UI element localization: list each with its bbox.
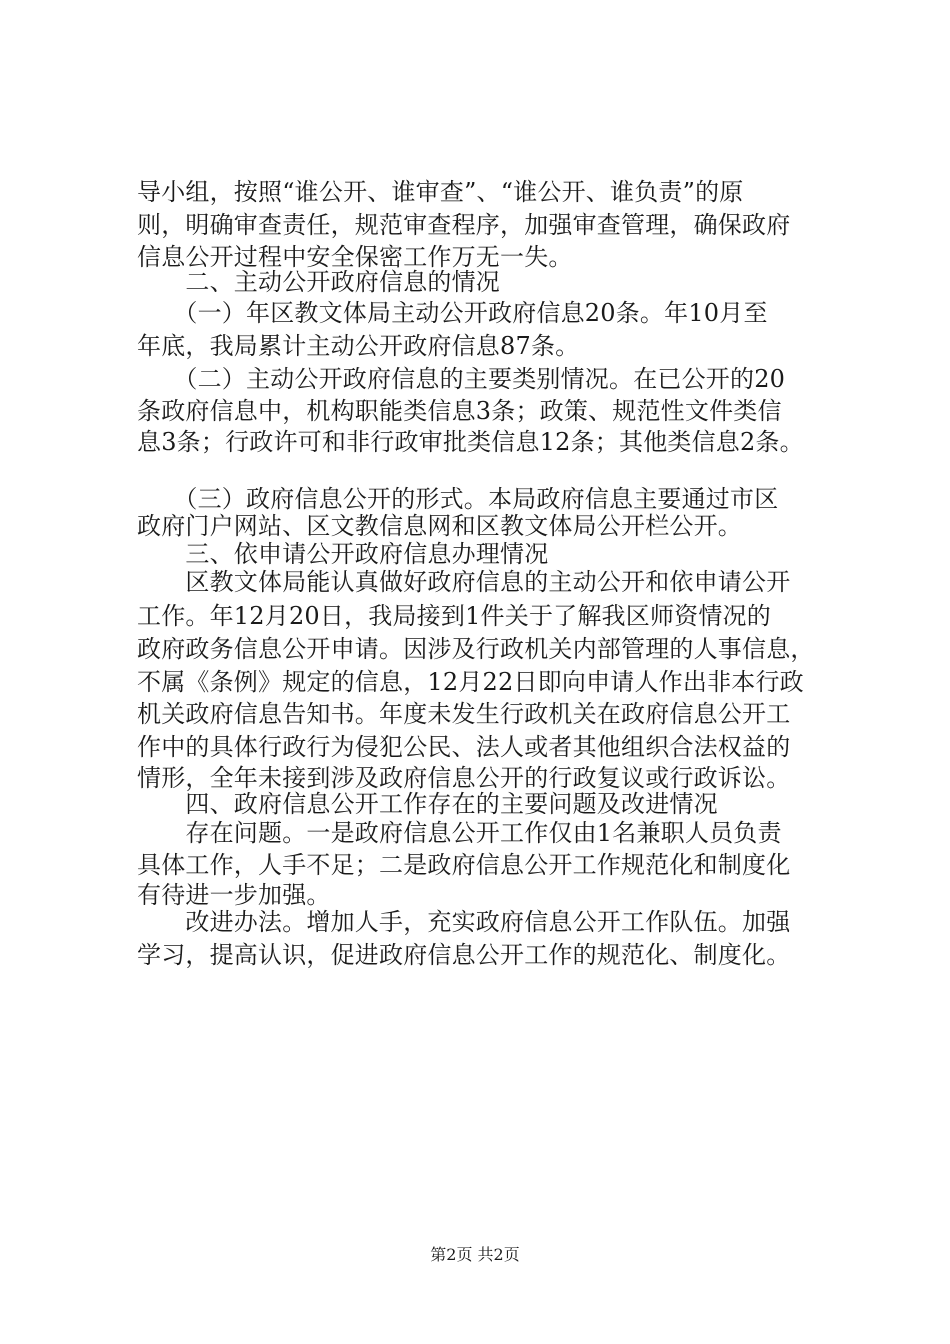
section-heading: 四、政府信息公开工作存在的主要问题及改进情况 <box>137 790 718 818</box>
body-text-line: 则，明确审查责任，规范审查程序，加强审查管理，确保政府 <box>137 211 791 239</box>
body-text-line: （二）主动公开政府信息的主要类别情况。在已公开的20 <box>137 365 786 393</box>
page-footer: 第2页 共2页 <box>430 1245 520 1264</box>
body-text-line: 改进办法。增加人手，充实政府信息公开工作队伍。加强 <box>137 908 791 936</box>
body-text-line: （三）政府信息公开的形式。本局政府信息主要通过市区 <box>137 485 779 513</box>
body-text-line: 信息公开过程中安全保密工作万无一失。 <box>137 243 573 271</box>
body-text-line: 不属《条例》规定的信息，12月22日即向申请人作出非本行政 <box>137 668 804 696</box>
body-text-line: 条政府信息中，机构职能类信息3条；政策、规范性文件类信 <box>137 397 782 425</box>
body-text-line: 情形，全年未接到涉及政府信息公开的行政复议或行政诉讼。 <box>137 764 791 792</box>
body-text-line: 政府政务信息公开申请。因涉及行政机关内部管理的人事信息， <box>137 635 815 663</box>
section-heading: 二、主动公开政府信息的情况 <box>137 268 500 296</box>
body-text-line: 年底，我局累计主动公开政府信息87条。 <box>137 332 580 360</box>
body-text-line: 作中的具体行政行为侵犯公民、法人或者其他组织合法权益的 <box>137 733 791 761</box>
section-heading: 三、依申请公开政府信息办理情况 <box>137 540 549 568</box>
body-text-line: 存在问题。一是政府信息公开工作仅由1名兼职人员负责 <box>137 819 782 847</box>
body-text-line: （一）年区教文体局主动公开政府信息20条。年10月至 <box>137 299 768 327</box>
body-text-line: 区教文体局能认真做好政府信息的主动公开和依申请公开 <box>137 568 791 596</box>
body-text-line: 具体工作，人手不足；二是政府信息公开工作规范化和制度化 <box>137 851 791 879</box>
body-text-line: 政府门户网站、区文教信息网和区教文体局公开栏公开。 <box>137 512 742 540</box>
body-text-line: 机关政府信息告知书。年度未发生行政机关在政府信息公开工 <box>137 700 791 728</box>
body-text-line: 导小组，按照“谁公开、谁审查”、“谁公开、谁负责”的原 <box>137 178 744 206</box>
body-text-line: 有待进一步加强。 <box>137 881 331 909</box>
body-text-line: 息3条；行政许可和非行政审批类信息12条；其他类信息2条。 <box>137 428 804 456</box>
body-text-line: 学习，提高认识，促进政府信息公开工作的规范化、制度化。 <box>137 941 791 969</box>
body-text-line: 工作。年12月20日，我局接到1件关于了解我区师资情况的 <box>137 602 771 630</box>
